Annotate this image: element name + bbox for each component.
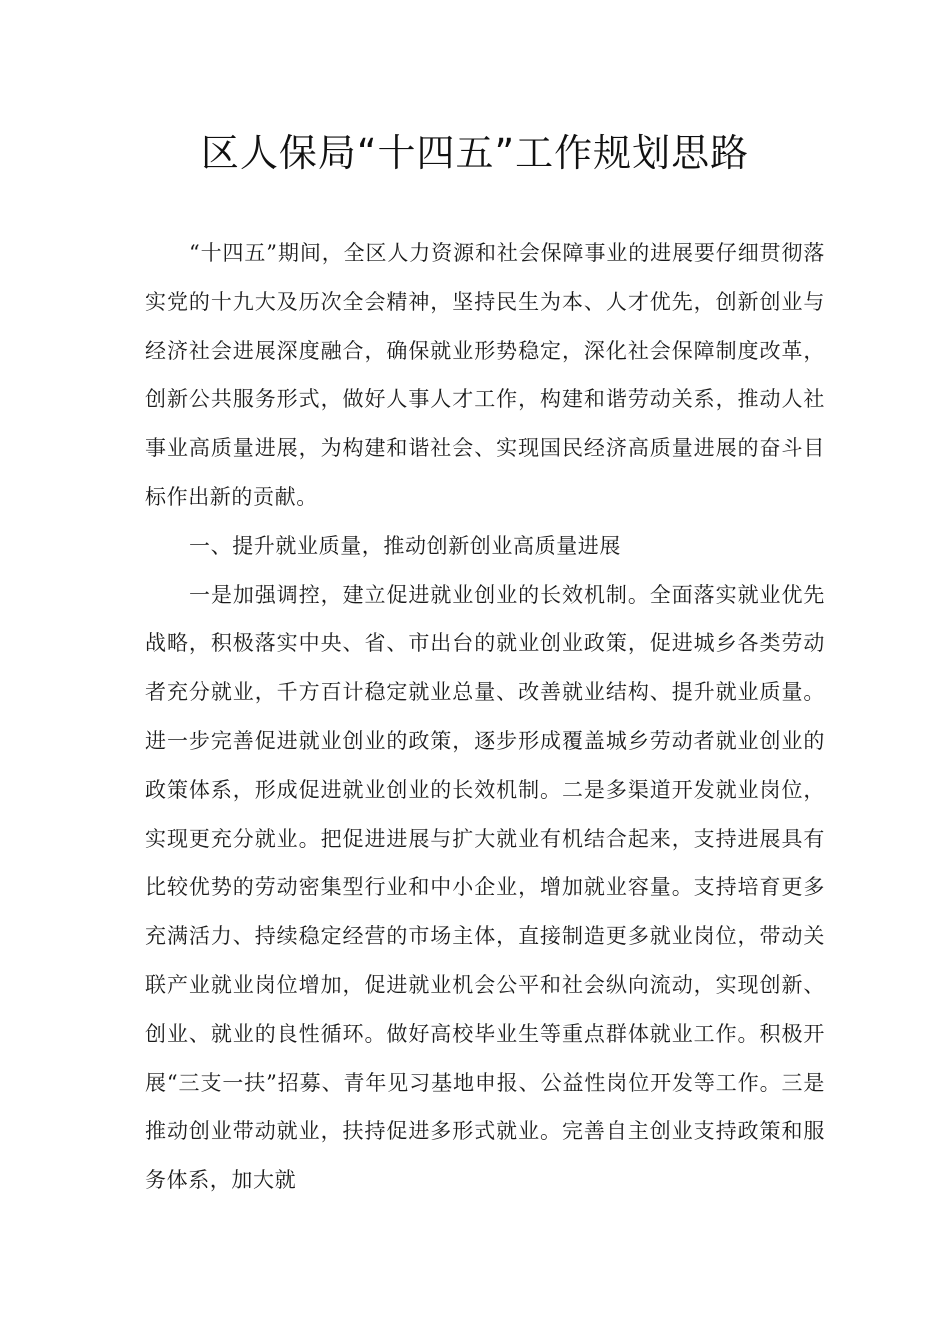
body-paragraph: 一是加强调控，建立促进就业创业的长效机制。全面落实就业优先战略，积极落实中央、省、市出台的就业创业政策，促进城乡各类劳动者充分就业，千方百计稳定就业总量、改善就业结构、提升就业质量。进一步完善促进就业创业的政策，逐步形成覆盖城乡劳动者就业创业的政策体系，形成促进就业创业的长效机制。二是多渠道开发就业岗位，实现更充分就业。把促进进展与扩大就业有机结合起来，支持进展具有比较优势的劳动密集型行业和中小企业，增加就业容量。支持培育更多充满活力、持续稳定经营的市场主体，直接制造更多就业岗位，带动关联产业就业岗位增加，促进就业机会公平和社会纵向流动，实现创新、创业、就业的良性循环。做好高校毕业生等重点群体就业工作。积极开展“三支一扶”招募、青年见习基地申报、公益性岗位开发等工作。三是推动创业带动就业，扶持促进多形式就业。完善自主创业支持政策和服务体系，加大就 (145, 582, 825, 1193)
document-title: 区人保局“十四五”工作规划思路 (200, 131, 750, 175)
intro-paragraph: “十四五”期间，全区人力资源和社会保障事业的进展要仔细贯彻落实党的十九大及历次全会精神，坚持民生为本、人才优先，创新创业与经济社会进展深度融合，确保就业形势稳定，深化社会保障制度改革，创新公共服务形式，做好人事人才工作，构建和谐劳动关系，推动人社事业高质量进展，为构建和谐社会、实现国民经济高质量进展的奋斗目标作出新的贡献。 (145, 241, 825, 509)
section-heading: 一、提升就业质量，推动创新创业高质量进展 (189, 533, 621, 558)
document-body (145, 229, 825, 1205)
